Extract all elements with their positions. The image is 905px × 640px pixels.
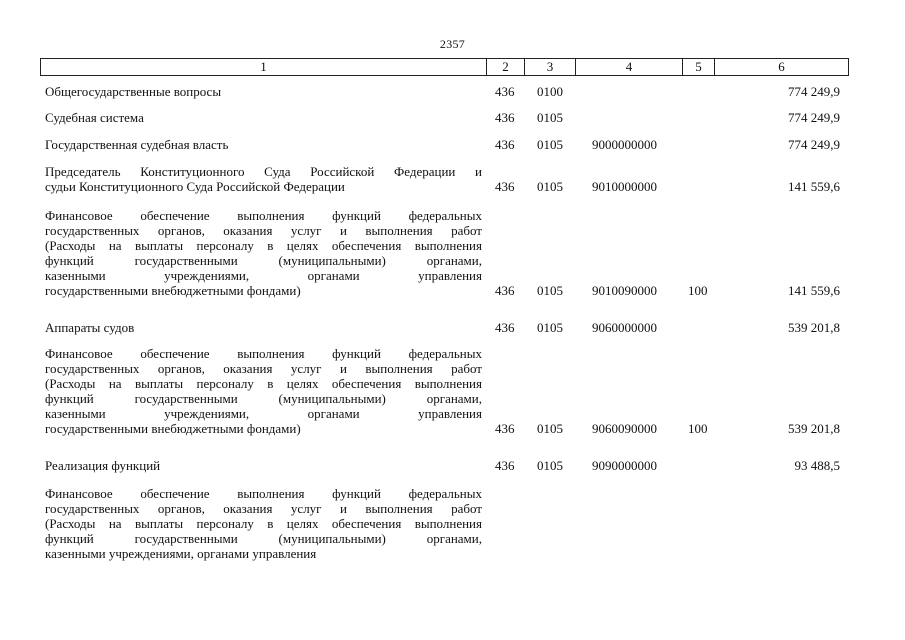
column-header-6: 6 — [715, 59, 849, 76]
description-line: государственных органов, оказания услуг и выполнения работ — [45, 223, 482, 238]
section-code: 0105 — [537, 179, 563, 194]
column-header-row — [40, 58, 849, 76]
target-article-code: 9010090000 — [592, 283, 657, 298]
target-article-code: 9000000000 — [592, 137, 657, 152]
chapter-code: 436 — [495, 110, 515, 125]
description-line: казенными учреждениями, органами управления — [45, 268, 482, 283]
target-article-code: 9060000000 — [592, 320, 657, 335]
chapter-code: 436 — [495, 458, 515, 473]
amount-value: 141 559,6 — [788, 179, 840, 194]
description-line: Реализация функций — [45, 458, 161, 473]
amount-value: 539 201,8 — [788, 320, 840, 335]
description-line: Общегосударственные вопросы — [45, 84, 222, 99]
chapter-code: 436 — [495, 421, 515, 436]
description-line: Финансовое обеспечение выполнения функций федеральных — [45, 486, 482, 501]
chapter-code: 436 — [495, 320, 515, 335]
chapter-code: 436 — [495, 283, 515, 298]
expense-type-code: 100 — [688, 421, 708, 436]
row-description — [45, 320, 482, 335]
description-line: казенными учреждениями, органами управления — [45, 546, 317, 561]
row-description — [45, 164, 482, 194]
section-code: 0105 — [537, 110, 563, 125]
description-line: государственных органов, оказания услуг и выполнения работ — [45, 361, 482, 376]
row-description — [45, 346, 482, 436]
description-line: государственных органов, оказания услуг и выполнения работ — [45, 501, 482, 516]
chapter-code: 436 — [495, 84, 515, 99]
section-code: 0105 — [537, 458, 563, 473]
amount-value: 774 249,9 — [788, 137, 840, 152]
column-header-2: 2 — [487, 59, 525, 76]
amount-value: 774 249,9 — [788, 110, 840, 125]
description-line: государственными внебюджетными фондами) — [45, 421, 301, 436]
section-code: 0105 — [537, 320, 563, 335]
column-header-1: 1 — [41, 59, 487, 76]
description-line: Аппараты судов — [45, 320, 135, 335]
description-line: Судебная система — [45, 110, 144, 125]
chapter-code: 436 — [495, 179, 515, 194]
description-line: государственными внебюджетными фондами) — [45, 283, 301, 298]
section-code: 0105 — [537, 283, 563, 298]
column-header-4: 4 — [576, 59, 683, 76]
page-number: 2357 — [439, 37, 466, 51]
amount-value: 141 559,6 — [788, 283, 840, 298]
target-article-code: 9010000000 — [592, 179, 657, 194]
amount-value: 93 488,5 — [794, 458, 840, 473]
description-line: (Расходы на выплаты персоналу в целях обеспечения выполнения — [45, 516, 482, 531]
section-code: 0100 — [537, 84, 563, 99]
amount-value: 539 201,8 — [788, 421, 840, 436]
row-description — [45, 110, 482, 125]
description-line: функций государственными (муниципальными) органами, — [45, 391, 482, 406]
row-description — [45, 84, 482, 99]
description-line: функций государственными (муниципальными) органами, — [45, 531, 482, 546]
column-header-3: 3 — [525, 59, 576, 76]
row-description — [45, 486, 482, 561]
description-line: (Расходы на выплаты персоналу в целях обеспечения выполнения — [45, 238, 482, 253]
row-description — [45, 137, 482, 152]
target-article-code: 9090000000 — [592, 458, 657, 473]
description-line: Государственная судебная власть — [45, 137, 229, 152]
chapter-code: 436 — [495, 137, 515, 152]
description-line: казенными учреждениями, органами управления — [45, 406, 482, 421]
amount-value: 774 249,9 — [788, 84, 840, 99]
expense-type-code: 100 — [688, 283, 708, 298]
description-line: Финансовое обеспечение выполнения функций федеральных — [45, 346, 482, 361]
row-description — [45, 458, 482, 473]
description-line: Финансовое обеспечение выполнения функций федеральных — [45, 208, 482, 223]
description-line: функций государственными (муниципальными) органами, — [45, 253, 482, 268]
section-code: 0105 — [537, 421, 563, 436]
column-header-5: 5 — [683, 59, 715, 76]
description-line: Председатель Конституционного Суда Российской Федерации и — [45, 164, 482, 179]
section-code: 0105 — [537, 137, 563, 152]
target-article-code: 9060090000 — [592, 421, 657, 436]
description-line: (Расходы на выплаты персоналу в целях обеспечения выполнения — [45, 376, 482, 391]
row-description — [45, 208, 482, 298]
description-line: судьи Конституционного Суда Российской Федерации — [45, 179, 345, 194]
